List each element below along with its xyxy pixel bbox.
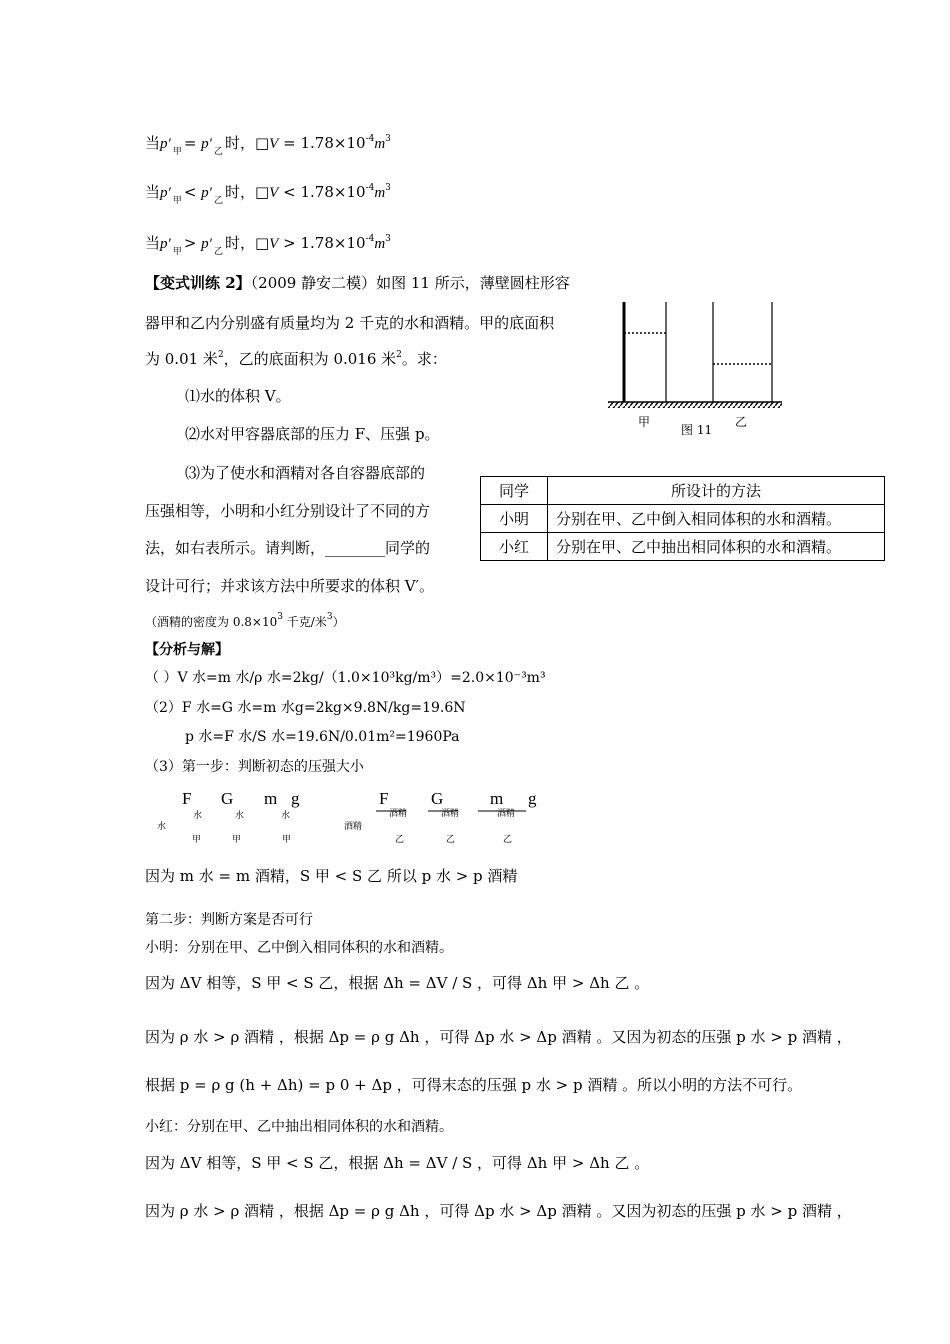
formula-letter: G <box>221 789 234 808</box>
formula-sub: 水 <box>235 811 245 821</box>
question-1: ⑴水的体积 V。 <box>185 387 291 405</box>
formula-letter: m <box>490 789 504 808</box>
table-cell-method: 分别在甲、乙中倒入相同体积的水和酒精。 <box>548 505 885 533</box>
condition-greater: 当p′ $_甲$ > p′ $_乙$ 时，□V > $1.78\times 10^{-4}m^3$ <box>145 234 391 257</box>
density-note: （酒精的密度为 $0.8\times 10^3$ 千克/米$^3$） <box>145 612 345 629</box>
xiaoming-line-3: 根据 p = ρ g (h + Δh) = p 0 + Δp ，可得末态的压强 p 水 > p 酒精 。所以小明的方法不可行。 <box>145 1076 803 1094</box>
formula-letter: m <box>264 789 278 808</box>
because-line-1: 因为 m 水 = m 酒精，S 甲 < S 乙 所以 p 水 > p 酒精 <box>145 867 518 885</box>
step-2-heading: 第二步：判断方案是否可行 <box>145 912 313 928</box>
formula-sub: 酒精 <box>497 809 516 819</box>
solution-heading: 【分析与解】 <box>145 642 229 658</box>
formula-sub: 甲 <box>192 835 202 845</box>
formula-letter: F <box>379 789 389 808</box>
xiaohong-line-1: 因为 ΔV 相等，S 甲 < S 乙，根据 Δh = ΔV / S ，可得 Δh 甲 > Δh 乙 。 <box>145 1154 650 1172</box>
ground-hatch <box>608 402 782 408</box>
figure-containers <box>605 298 785 413</box>
problem-line-2: 器甲和乙内分别盛有质量均为 2 千克的水和酒精。甲的底面积 <box>145 314 555 332</box>
table-cell-name: 小明 <box>481 505 548 533</box>
condition-equal: 当p′ $_甲$ = p′ $_乙$ 时，□V = $1.78\times 10^{-4}m^3$ <box>145 134 391 157</box>
xiaoming-line-1: 因为 ΔV 相等，S 甲 < S 乙，根据 Δh = ΔV / S ，可得 Δh 甲 > Δh 乙 。 <box>145 974 650 992</box>
formula-sub: 甲 <box>232 835 242 845</box>
condition-less: 当p′ $_甲$ < p′ $_乙$ 时，□V < $1.78\times 10^{-4}m^3$ <box>145 183 391 206</box>
solution-step-3: p 水=F 水/S 水=19.6N/0.01m²=1960Pa <box>185 729 460 745</box>
question-3a: ⑶为了使水和酒精对各自容器底部的 <box>185 464 426 482</box>
formula-sub: 水 <box>281 811 291 821</box>
question-3b: 压强相等，小明和小红分别设计了不同的方 <box>145 502 431 520</box>
table-header-row <box>481 477 885 505</box>
xiaoming-line-2: 因为 ρ 水 > ρ 酒精 ，根据 Δp = ρ g Δh ，可得 Δp 水 > Δp 酒精 。又因为初态的压强 p 水 > p 酒精 ， <box>145 1028 852 1046</box>
solution-step-2: （2）F 水=G 水=m 水g=2kg×9.8N/kg=19.6N <box>145 700 466 716</box>
question-3d: 设计可行；并求该方法中所要求的体积 V′。 <box>145 577 435 595</box>
formula-sub: 乙 <box>503 835 513 845</box>
formula-letter: g <box>291 789 300 808</box>
table-cell-name: 小红 <box>481 533 548 561</box>
table-row <box>481 533 885 561</box>
table-header-student: 同学 <box>481 477 548 505</box>
xiaohong-line-2: 因为 ρ 水 > ρ 酒精 ，根据 Δp = ρ g Δh ，可得 Δp 水 > Δp 酒精 。又因为初态的压强 p 水 > p 酒精 ， <box>145 1202 852 1220</box>
xiaohong-heading: 小红：分别在甲、乙中抽出相同体积的水和酒精。 <box>145 1119 453 1135</box>
problem-line-3: 为 0.01 米$^2$，乙的底面积为 0.016 米$^2$。求： <box>145 350 447 368</box>
table-header-method: 所设计的方法 <box>548 477 885 505</box>
problem-line-1: 【变式训练 2】（2009 静安二模）如图 11 所示，薄壁圆柱形容 <box>145 274 570 292</box>
formula-letter: F <box>182 789 192 808</box>
figure-caption: 图 11 <box>681 423 713 437</box>
formula-sub: 甲 <box>282 835 292 845</box>
formula-sub: 酒精 <box>389 809 408 819</box>
formula-sub: 水 <box>157 822 167 832</box>
fraction-bars <box>370 810 530 814</box>
solution-step-1: （ ）V 水=m 水/ρ 水=2kg/（1.0×10³kg/m³）=2.0×10⁻³m³ <box>145 670 546 686</box>
figure-label-yi: 乙 <box>735 415 748 429</box>
question-3c: 法，如右表所示。请判断，________同学的 <box>145 539 431 557</box>
figure-label-jia: 甲 <box>638 415 651 429</box>
formula-letter: g <box>528 789 537 808</box>
formula-sub: 水 <box>193 811 203 821</box>
formula-sub: 乙 <box>395 835 405 845</box>
xiaoming-heading: 小明：分别在甲、乙中倒入相同体积的水和酒精。 <box>145 940 453 956</box>
formula-sub: 酒精 <box>344 822 363 832</box>
table-cell-method: 分别在甲、乙中抽出相同体积的水和酒精。 <box>548 533 885 561</box>
formula-sub: 乙 <box>446 835 456 845</box>
question-2: ⑵水对甲容器底部的压力 F、压强 p。 <box>185 425 440 443</box>
formula-letter: G <box>431 789 444 808</box>
table-row <box>481 505 885 533</box>
methods-table <box>480 476 885 561</box>
solution-step-4: （3）第一步：判断初态的压强大小 <box>145 759 364 775</box>
formula-sub: 酒精 <box>441 809 460 819</box>
